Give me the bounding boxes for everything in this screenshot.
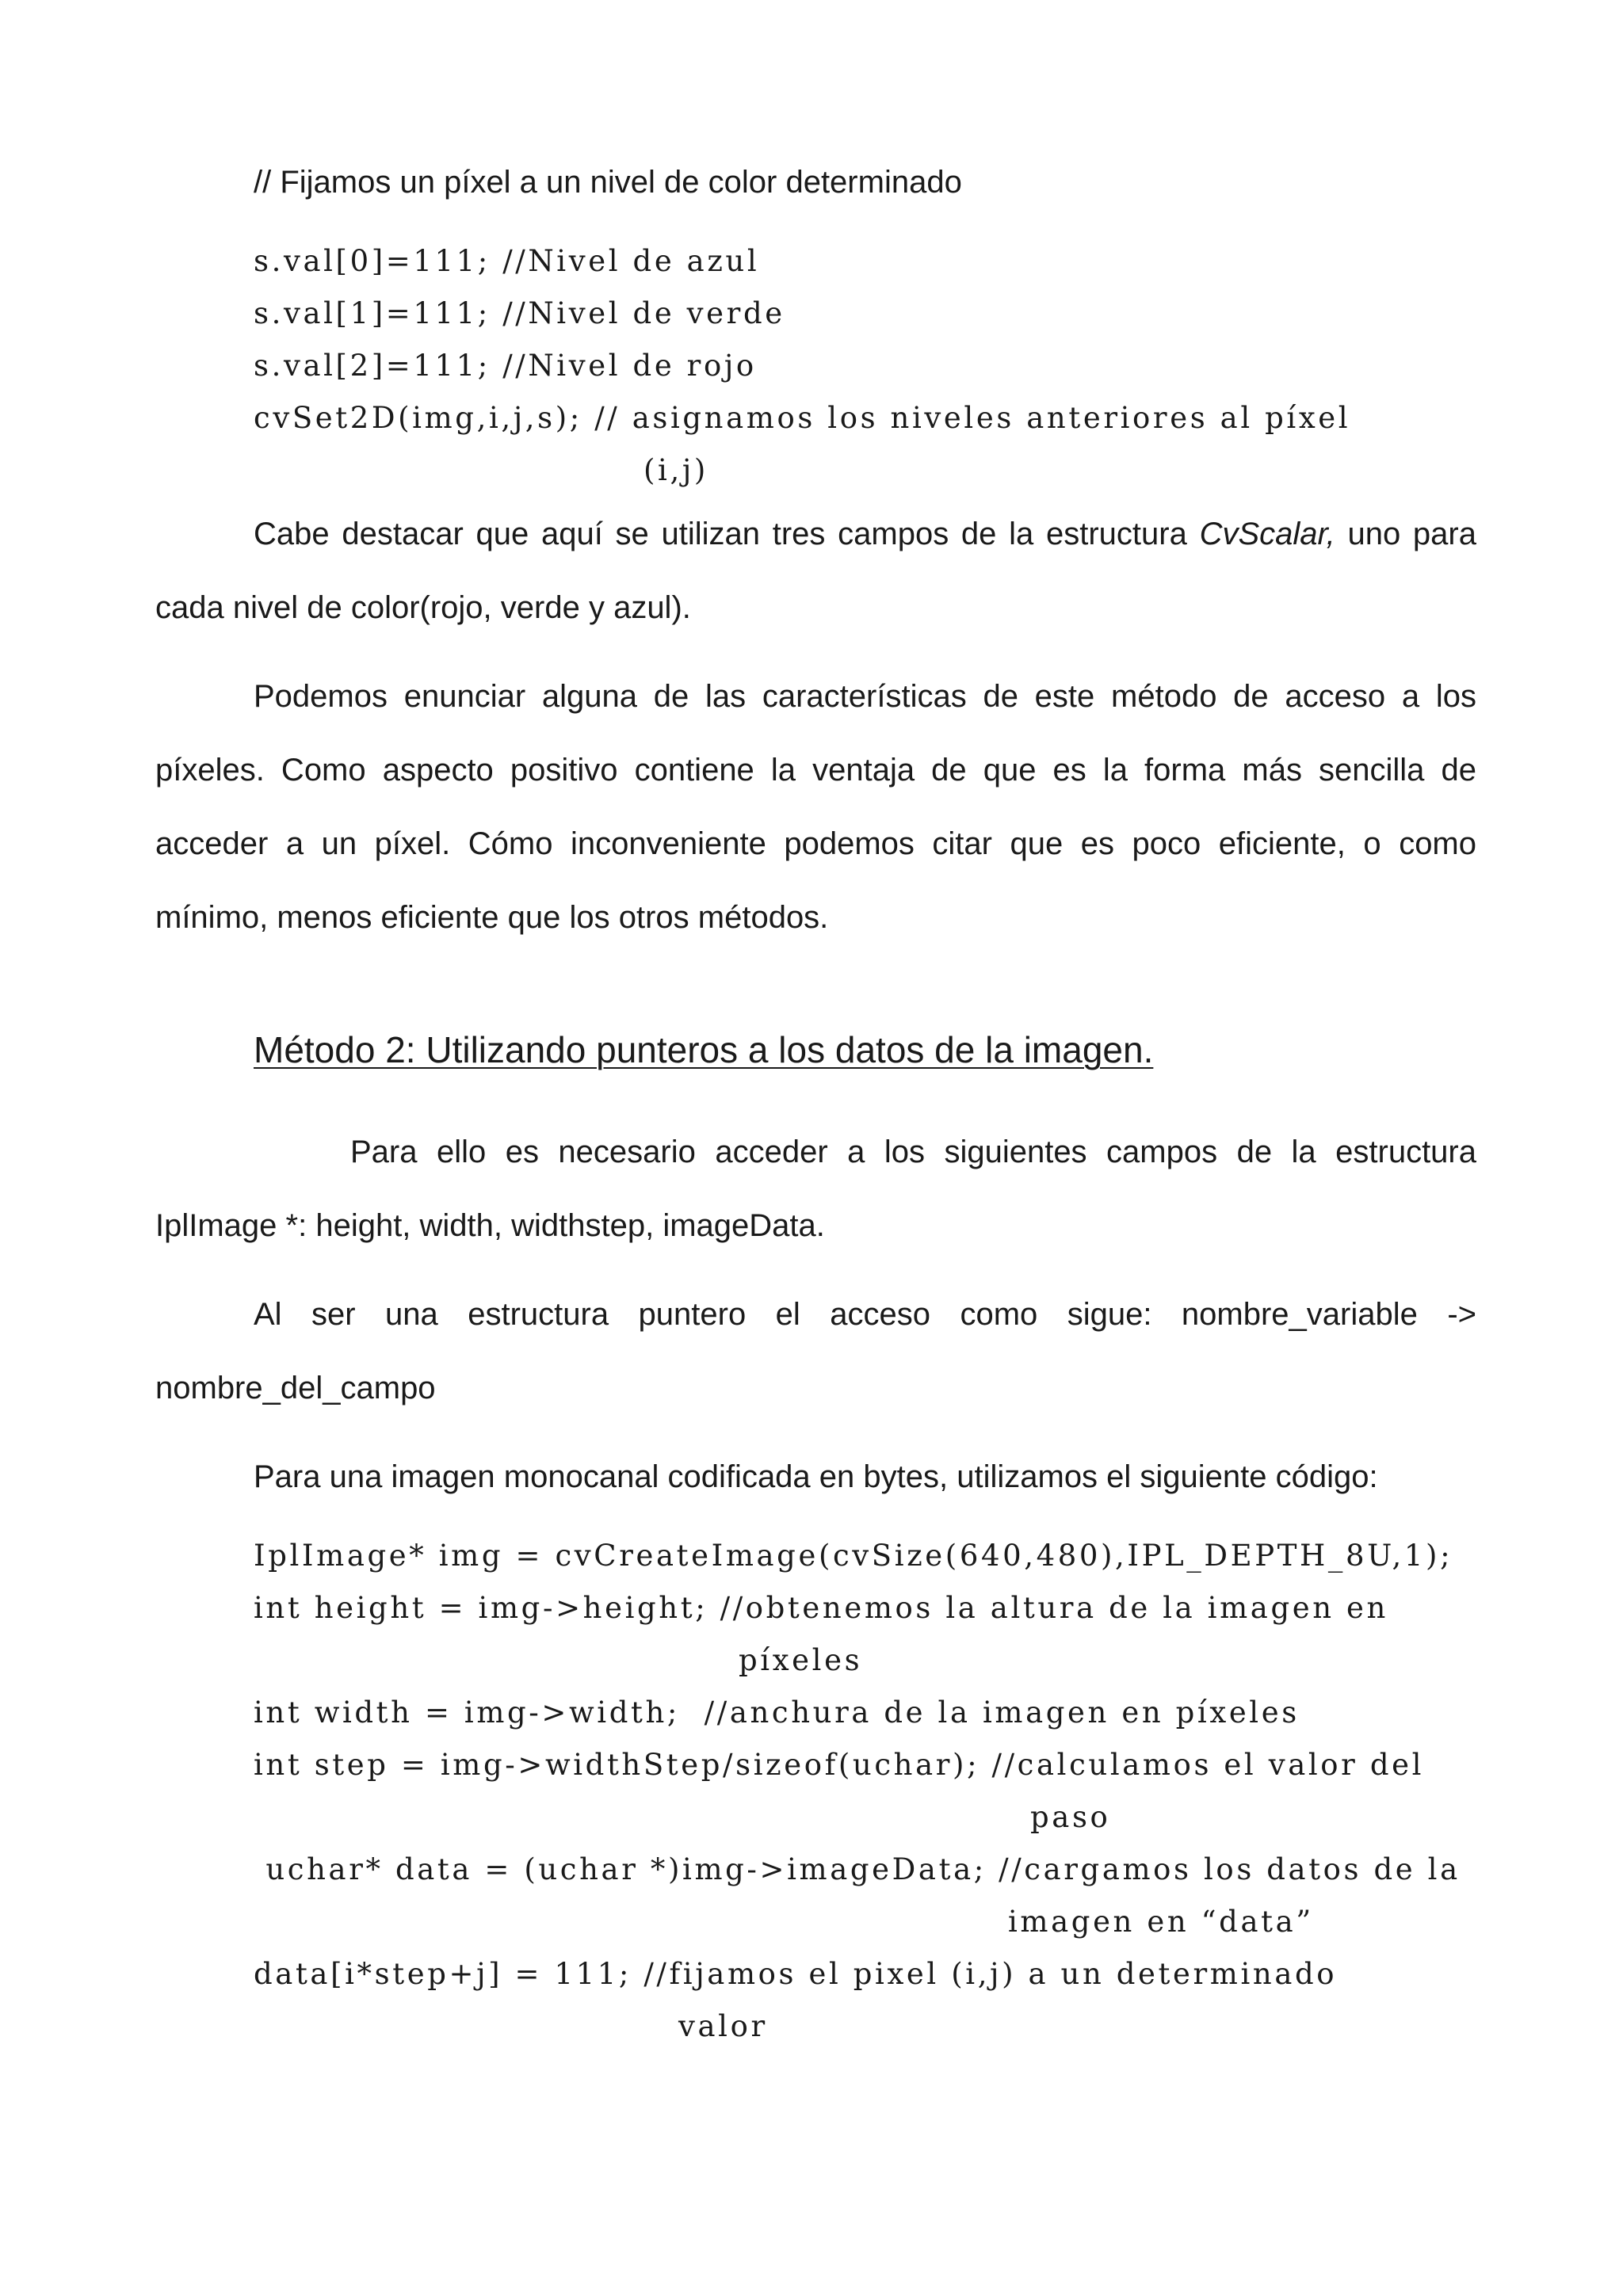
paragraph-line: Al ser una estructura puntero el acceso como sigue: nombre_variable -> [254, 1297, 1476, 1332]
paragraph-line: nombre_del_campo [155, 1371, 436, 1405]
code-line-continuation: píxeles [739, 1643, 863, 1677]
paragraph-line: IplImage *: height, width, widthstep, imageData. [155, 1208, 825, 1243]
paragraph-line: Para una imagen monocanal codificada en bytes, utilizamos el siguiente código: [254, 1459, 1378, 1494]
paragraph-line: píxeles. Como aspecto positivo contiene la ventaja de que es la forma más sencilla de [155, 753, 1476, 788]
paragraph-line: mínimo, menos eficiente que los otros métodos. [155, 900, 829, 935]
code-line: s.val[0]=111; //Nivel de azul [254, 244, 760, 278]
paragraph-line: Para ello es necesario acceder a los siguientes campos de la estructura [350, 1135, 1476, 1169]
code-line: int width = img->width; //anchura de la imagen en píxeles [254, 1695, 1300, 1730]
code-line: s.val[1]=111; //Nivel de verde [254, 296, 785, 330]
code-line: s.val[2]=111; //Nivel de rojo [254, 349, 757, 383]
code-line-continuation: paso [1030, 1800, 1111, 1834]
code-line: data[i*step+j] = 111; //fijamos el pixel (i,j) a un determinado [254, 1957, 1338, 1991]
paragraph-line: Cabe destacar que aquí se utilizan tres campos de la estructura CvScalar, uno para [254, 517, 1476, 551]
code-line: int height = img->height; //obtenemos la altura de la imagen en [254, 1591, 1388, 1625]
code-line-continuation: (i,j) [643, 453, 708, 487]
section-heading: Método 2: Utilizando punteros a los datos de la imagen. [254, 1029, 1154, 1070]
code-line-continuation: valor [678, 2009, 768, 2043]
code-line: uchar* data = (uchar *)img->imageData; //cargamos los datos de la [254, 1852, 1461, 1886]
paragraph-line: Podemos enunciar alguna de las características de este método de acceso a los [254, 679, 1476, 714]
paragraph-line: acceder a un píxel. Cómo inconveniente podemos citar que es poco eficiente, o como [155, 826, 1476, 861]
code-line: IplImage* img = cvCreateImage(cvSize(640,480),IPL_DEPTH_8U,1); [254, 1539, 1453, 1573]
code-line: int step = img->widthStep/sizeof(uchar); //calculamos el valor del [254, 1748, 1425, 1782]
paragraph-line: cada nivel de color(rojo, verde y azul). [155, 590, 691, 625]
code-comment: // Fijamos un píxel a un nivel de color determinado [254, 165, 962, 200]
code-line: cvSet2D(img,i,j,s); // asignamos los niveles anteriores al píxel [254, 401, 1351, 435]
code-line-continuation: imagen en “data” [1008, 1905, 1314, 1939]
